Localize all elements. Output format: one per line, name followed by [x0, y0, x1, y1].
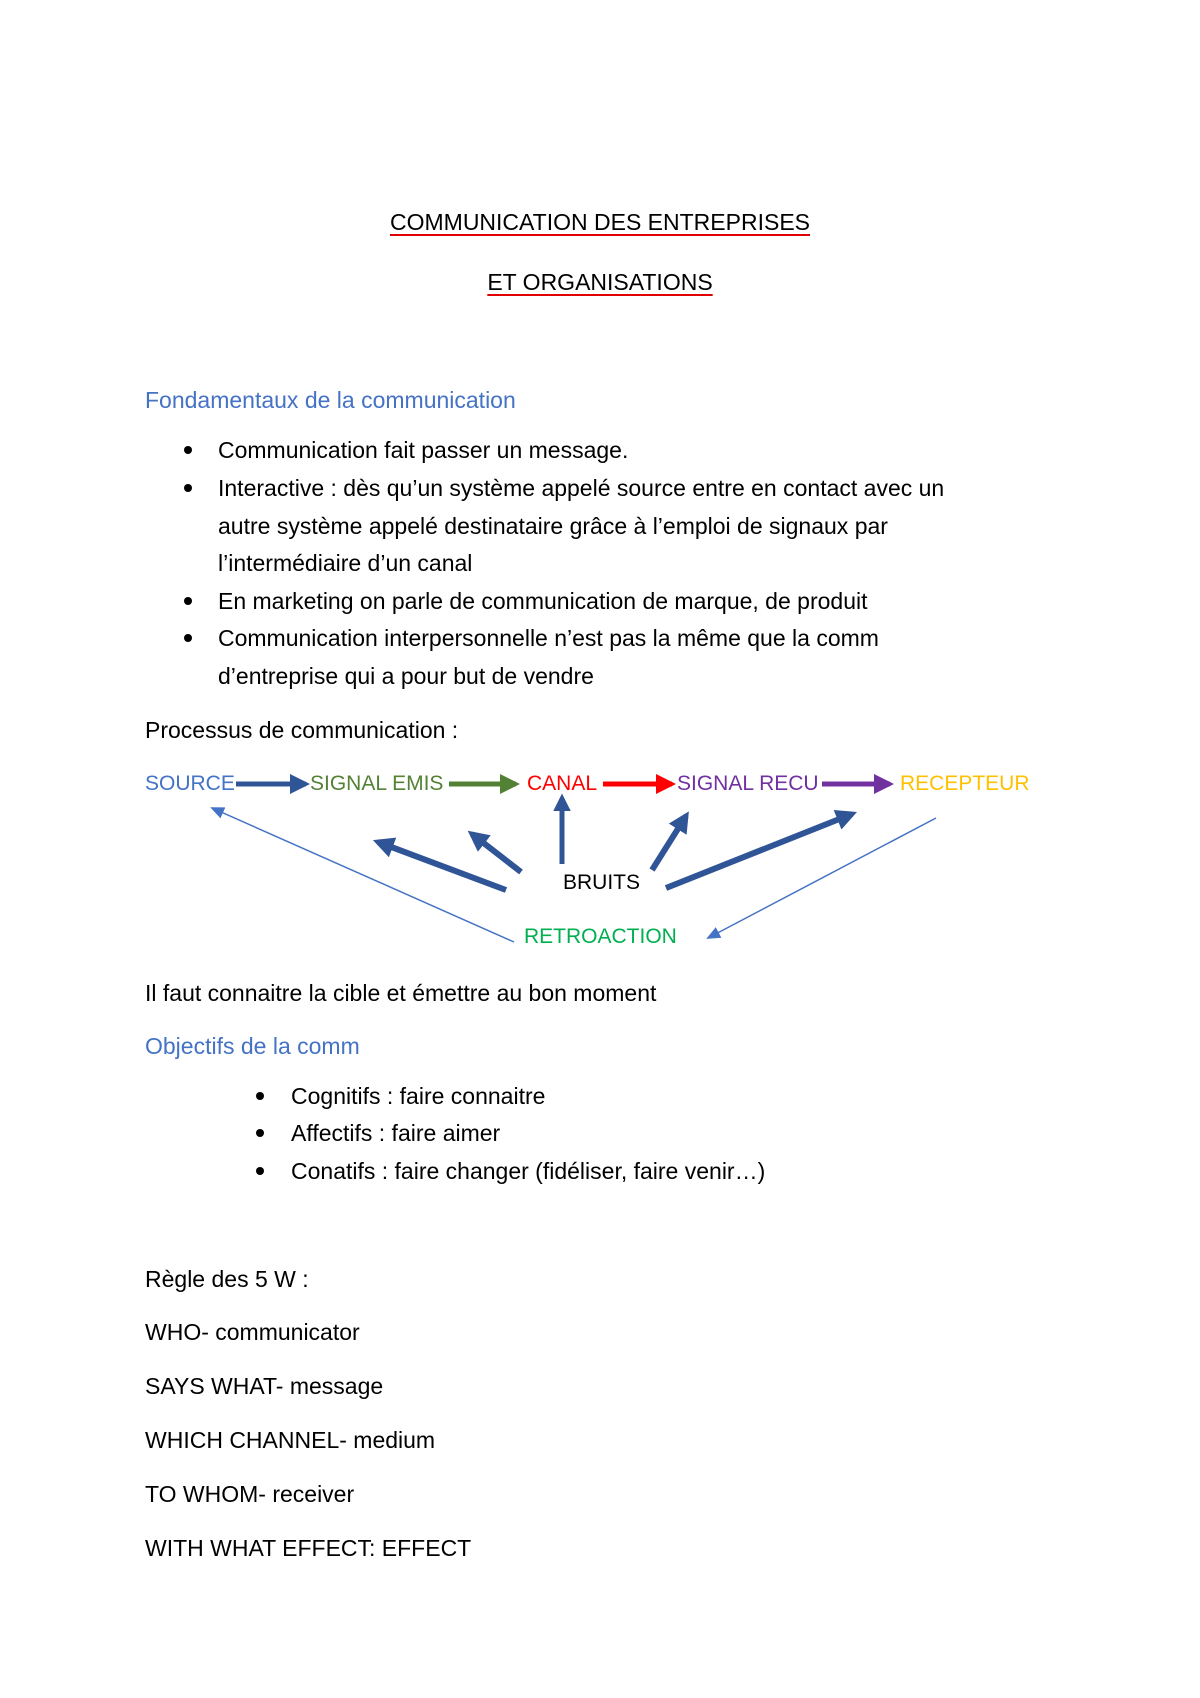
- arrow-recepteur-to-retroaction: [708, 818, 936, 938]
- list-item: WHICH CHANNEL- medium: [145, 1427, 436, 1453]
- list-item: WITH WHAT EFFECT: EFFECT: [145, 1535, 472, 1561]
- node-bruits: BRUITS: [563, 871, 641, 894]
- title-line-1: COMMUNICATION DES ENTREPRISES: [390, 209, 810, 235]
- list-item: Conatifs : faire changer (fidéliser, faire venir…): [291, 1158, 766, 1184]
- list-item-continuation: d’entreprise qui a pour but de vendre: [218, 663, 594, 689]
- section-heading-fondamentaux: Fondamentaux de la communication: [145, 387, 516, 413]
- section-heading-regle: Règle des 5 W :: [145, 1266, 309, 1292]
- bullet-icon: [256, 1167, 264, 1175]
- list-item: SAYS WHAT- message: [145, 1373, 384, 1399]
- bullet-icon: [256, 1129, 264, 1137]
- list-item: Communication interpersonnelle n’est pas la même que la comm: [218, 625, 879, 651]
- title-line-2: ET ORGANISATIONS: [487, 269, 713, 295]
- node-signal-emis: SIGNAL EMIS: [310, 772, 444, 795]
- arrow-bruits-to-signal-recu: [652, 816, 686, 870]
- list-item: Cognitifs : faire connaitre: [291, 1083, 546, 1109]
- node-retroaction: RETROACTION: [524, 925, 677, 948]
- section-heading-objectifs: Objectifs de la comm: [145, 1033, 360, 1059]
- node-source: SOURCE: [145, 772, 235, 795]
- list-item-continuation: autre système appelé destinataire grâce à l’emploi de signaux par: [218, 513, 888, 539]
- node-recepteur: RECEPTEUR: [900, 772, 1030, 795]
- list-item-continuation: l’intermédiaire d’un canal: [218, 550, 473, 576]
- arrow-bruits-to-canal-left: [472, 834, 521, 872]
- list-item: Affectifs : faire aimer: [291, 1120, 501, 1146]
- node-canal: CANAL: [527, 772, 598, 795]
- list-item: Interactive : dès qu’un système appelé source entre en contact avec un: [218, 475, 945, 501]
- list-item: WHO- communicator: [145, 1319, 360, 1345]
- cible-text: Il faut connaitre la cible et émettre au bon moment: [145, 980, 657, 1006]
- list-item: TO WHOM- receiver: [145, 1481, 355, 1507]
- list-item: En marketing on parle de communication de marque, de produit: [218, 588, 868, 614]
- bullet-icon: [256, 1092, 264, 1100]
- node-signal-recu: SIGNAL RECU: [677, 772, 819, 795]
- section-heading-processus: Processus de communication :: [145, 717, 459, 743]
- list-item: Communication fait passer un message.: [218, 437, 629, 463]
